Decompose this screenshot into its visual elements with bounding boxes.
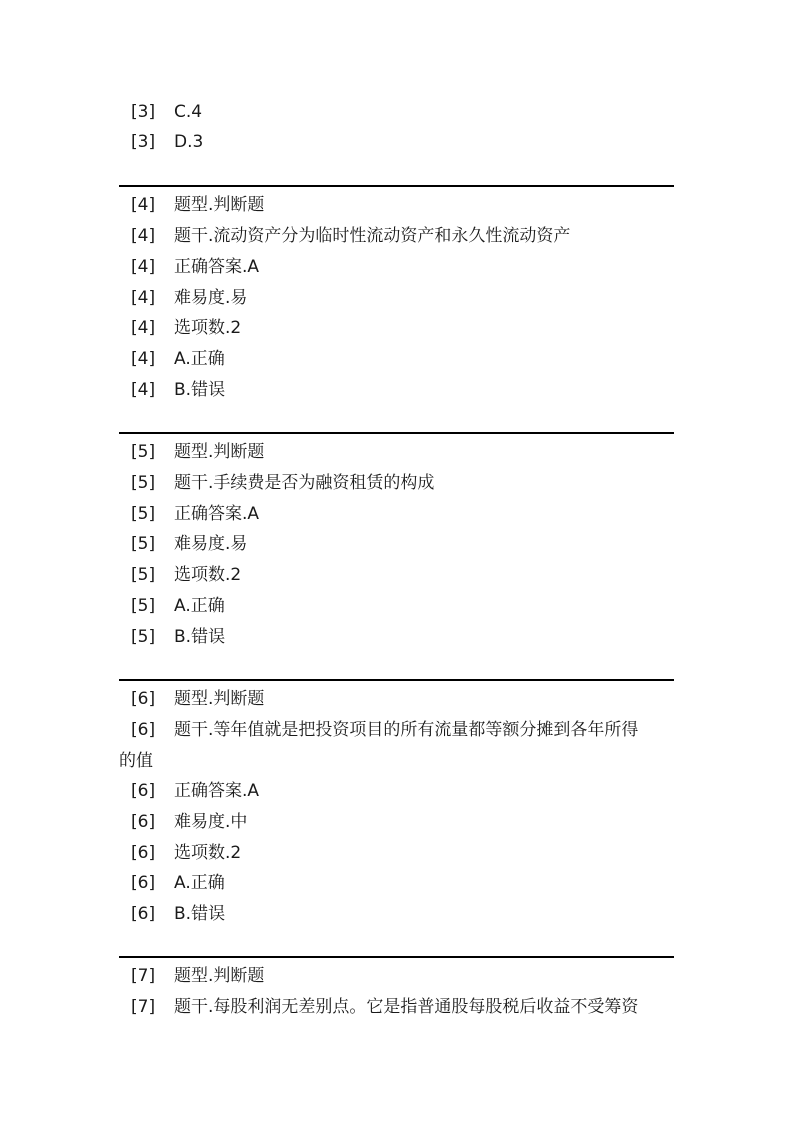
question-number: [6]: [131, 720, 156, 740]
question-type: 题型.判断题: [174, 689, 265, 709]
question-number: [3]: [131, 132, 156, 152]
question-number: [6]: [131, 689, 156, 709]
option-b: B.错误: [174, 627, 226, 647]
question-number: [7]: [131, 997, 156, 1017]
correct-answer: 正确答案.A: [174, 781, 260, 801]
question-number: [5]: [131, 504, 156, 524]
correct-answer: 正确答案.A: [174, 257, 260, 277]
question-number: [6]: [131, 812, 156, 832]
difficulty: 难易度.易: [174, 288, 248, 308]
question-number: [6]: [131, 843, 156, 863]
question-number: [5]: [131, 627, 156, 647]
question-number: [6]: [131, 781, 156, 801]
question-stem: 题干.每股利润无差别点。它是指普通股每股税后收益不受筹资: [174, 997, 639, 1017]
question-number: [7]: [131, 966, 156, 986]
option-a: A.正确: [174, 873, 225, 893]
option-count: 选项数.2: [174, 318, 242, 338]
question-number: [5]: [131, 534, 156, 554]
question-type: 题型.判断题: [174, 966, 265, 986]
question-number: [5]: [131, 473, 156, 493]
question-stem: 题干.手续费是否为融资租赁的构成: [174, 473, 435, 493]
option-count: 选项数.2: [174, 565, 242, 585]
question-stem: 题干.流动资产分为临时性流动资产和永久性流动资产: [174, 226, 571, 246]
question-type: 题型.判断题: [174, 195, 265, 215]
question-number: [4]: [131, 318, 156, 338]
option-count: 选项数.2: [174, 843, 242, 863]
difficulty: 难易度.易: [174, 534, 248, 554]
question-number: [6]: [131, 904, 156, 924]
question-number: [4]: [131, 257, 156, 277]
section-divider: [119, 185, 674, 187]
option-a: A.正确: [174, 349, 225, 369]
question-line-text: D.3: [174, 132, 204, 152]
question-number: [3]: [131, 102, 156, 122]
question-line-text: C.4: [174, 102, 203, 122]
question-number: [5]: [131, 596, 156, 616]
section-divider: [119, 679, 674, 681]
option-a: A.正确: [174, 596, 225, 616]
question-number: [4]: [131, 380, 156, 400]
difficulty: 难易度.中: [174, 812, 248, 832]
correct-answer: 正确答案.A: [174, 504, 260, 524]
section-divider: [119, 956, 674, 958]
question-number: [4]: [131, 226, 156, 246]
question-stem: 题干.等年值就是把投资项目的所有流量都等额分摊到各年所得: [174, 720, 639, 740]
question-number: [4]: [131, 195, 156, 215]
question-number: [4]: [131, 349, 156, 369]
question-number: [5]: [131, 565, 156, 585]
question-number: [5]: [131, 442, 156, 462]
section-divider: [119, 432, 674, 434]
question-type: 题型.判断题: [174, 442, 265, 462]
question-stem-continuation: 的值: [119, 751, 153, 771]
question-number: [6]: [131, 873, 156, 893]
option-b: B.错误: [174, 904, 226, 924]
question-number: [4]: [131, 288, 156, 308]
option-b: B.错误: [174, 380, 226, 400]
